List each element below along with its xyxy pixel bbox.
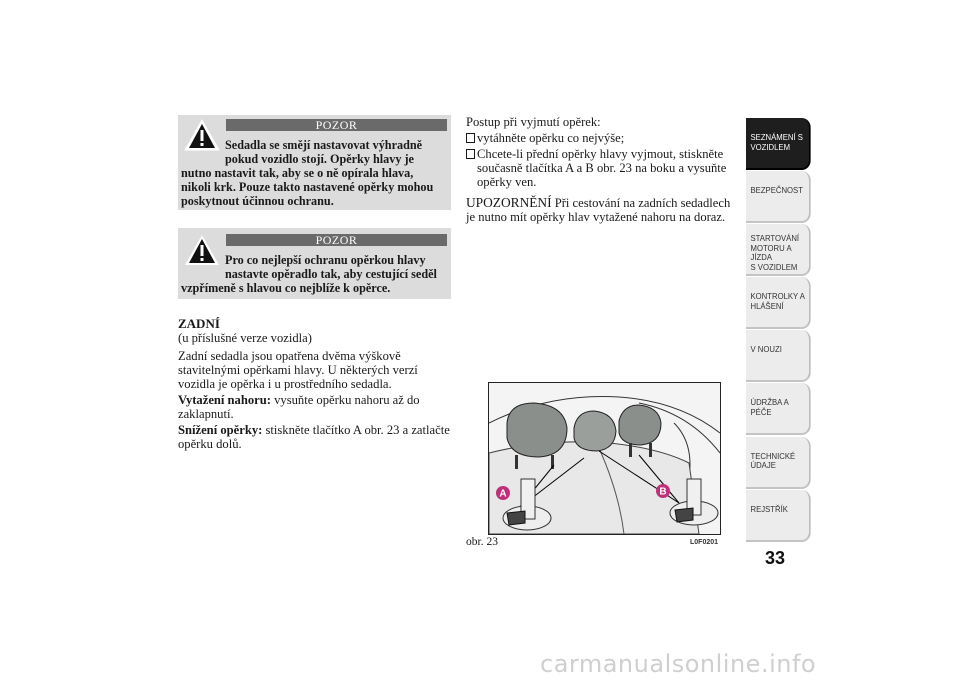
checkbox-icon <box>466 149 475 159</box>
page-number: 33 <box>765 548 786 568</box>
raise-instruction: Vytažení nahoru: vysuňte opěrku nahoru až do zaklapnutí. <box>178 393 420 421</box>
section-heading-rear: ZADNÍ <box>178 316 220 331</box>
removal-heading: Postup při vyjmutí opěrek: <box>466 115 601 129</box>
list-item: vytáhněte opěrku co nejvýše; <box>466 131 747 145</box>
warning-text: Sedadla se smějí nastavovat výhradně pokud vozidlo stojí. Opěrky hlavy je nutno nastavit tak, aby se o ně opírala hlava, nikoli krk. Pouze takto nastavené opěrky mohou poskytnout účinnou ochranu. <box>181 138 434 208</box>
warning-text: Pro co nejlepší ochranu opěrkou hlavy nastavte opěradlo tak, aby cestující seděl vzpřímeně s hlavou co nejblíže k opěrce. <box>181 253 437 295</box>
tab-seznameni[interactable]: SEZNÁMENÍ S VOZIDLEM <box>746 118 811 170</box>
tab-startovani[interactable]: STARTOVÁNÍ MOTORU A JÍZDA S VOZIDLEM <box>746 224 811 276</box>
figure-code: L0F0201 <box>690 539 719 546</box>
lower-instruction: Snížení opěrky: stiskněte tlačítko A obr. 23 a zatlačte opěrku dolů. <box>178 423 450 451</box>
warning-title: POZOR <box>226 234 447 246</box>
figure-caption: obr. 23 <box>466 536 498 548</box>
section-subheading: (u příslušné verze vozidla) <box>178 331 312 345</box>
tab-technicke[interactable]: TECHNICKÉ ÚDAJE <box>746 437 811 489</box>
tab-udrzba[interactable]: ÚDRŽBA A PÉČE <box>746 383 811 435</box>
warning-box-seat-adjust <box>178 115 451 210</box>
tab-bezpecnost[interactable]: BEZPEČNOST <box>746 171 811 223</box>
figure-label-b: B <box>659 486 667 498</box>
watermark: carmanualsonline.info <box>540 650 817 678</box>
warning-title: POZOR <box>226 119 447 131</box>
figure-rear-headrests <box>488 382 721 535</box>
warning-box-backrest <box>178 228 451 299</box>
list-item: Chcete-li přední opěrky hlavy vyjmout, stiskněte současně tlačítka A a B obr. 23 na boku a vysuňte opěrky ven. <box>466 147 747 189</box>
figure-label-a: A <box>499 488 507 500</box>
note-paragraph: UPOZORNĚNÍ Při cestování na zadních sedadlech je nutno mít opěrky hlav vytažené nahoru na doraz. <box>466 195 731 224</box>
chapter-tabs <box>746 118 818 543</box>
rear-intro: Zadní sedadla jsou opatřena dvěma výškově stavitelnými opěrkami hlavy. U některých verzí vozidla je opěrka i u prostředního sedadla. <box>178 349 418 391</box>
checkbox-icon <box>466 133 475 143</box>
tab-rejstrik[interactable]: REJSTŘÍK <box>746 490 811 542</box>
tab-kontrolky[interactable]: KONTROLKY A HLÁŠENÍ <box>746 277 811 329</box>
headrest-illustration <box>489 383 720 534</box>
tab-v-nouzi[interactable]: V NOUZI <box>746 330 811 382</box>
